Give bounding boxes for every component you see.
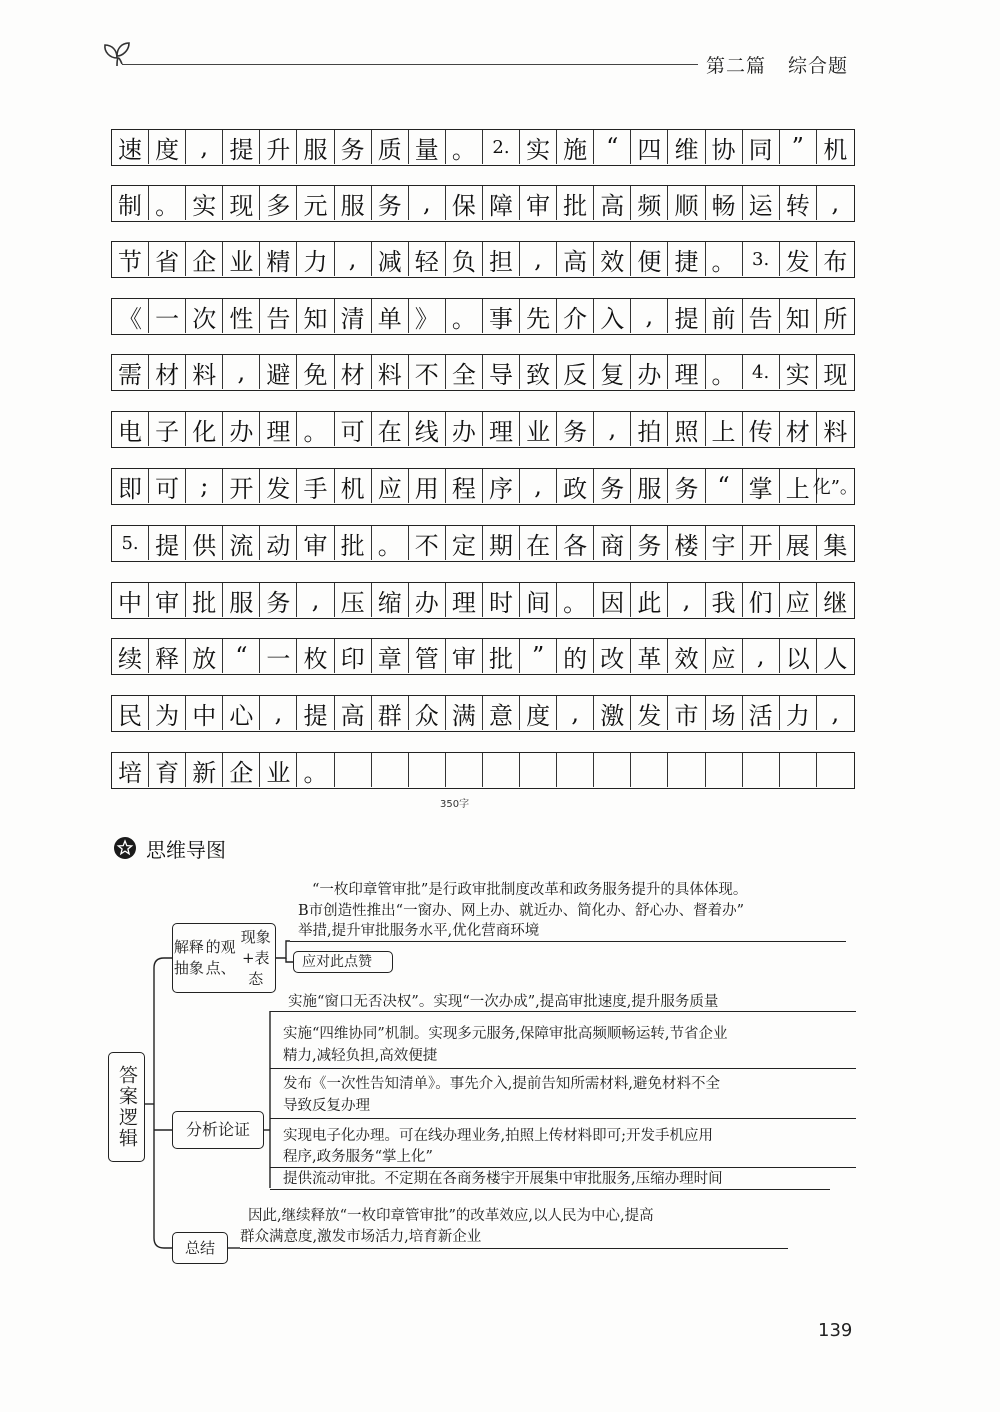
essay-cell: 提	[223, 130, 260, 164]
essay-cell: 减	[372, 242, 409, 276]
essay-cell: 。	[706, 355, 743, 389]
essay-cell: 元	[297, 186, 334, 220]
essay-cell: 企	[186, 242, 223, 276]
analyze-branch-label: 分析论证	[172, 1111, 264, 1149]
essay-cell: ,	[260, 696, 297, 730]
essay-cell: 的	[557, 639, 594, 673]
essay-cell: 化”。	[812, 477, 858, 498]
essay-cell: ,	[297, 583, 334, 617]
analyze-item-underline	[270, 1118, 856, 1119]
word-count: 350字	[440, 799, 470, 810]
summary-text-line: 群众满意度,激发市场活力,培育新企业	[240, 1229, 482, 1245]
essay-cell: 不	[409, 355, 446, 389]
essay-cell: 办	[223, 412, 260, 446]
essay-cell: 上	[780, 469, 817, 503]
essay-cell: 可	[149, 469, 186, 503]
essay-cell: 3.	[743, 242, 780, 276]
essay-cell: “	[223, 639, 260, 673]
essay-cell: 可	[335, 412, 372, 446]
essay-cell: 。	[446, 299, 483, 333]
essay-cell: 务	[372, 186, 409, 220]
essay-cell: 审	[297, 526, 334, 560]
essay-cell: 知	[297, 299, 334, 333]
essay-cell: 务	[557, 412, 594, 446]
essay-cell: 定	[446, 526, 483, 560]
essay-cell: 单	[372, 299, 409, 333]
essay-cell: 企	[223, 753, 260, 787]
essay-cell: 续	[112, 639, 149, 673]
essay-cell: 频	[631, 186, 668, 220]
essay-cell: 实	[520, 130, 557, 164]
essay-cell: 集	[823, 531, 848, 560]
essay-cell: 中	[186, 696, 223, 730]
essay-cell: 缩	[372, 583, 409, 617]
explain-branch-label	[172, 923, 276, 993]
essay-cell: 提	[149, 526, 186, 560]
answer-logic-root: 答案逻辑	[108, 1052, 145, 1162]
essay-cell: 间	[520, 583, 557, 617]
essay-cell: 事	[483, 299, 520, 333]
essay-cell: 改	[594, 639, 631, 673]
essay-cell: 省	[149, 242, 186, 276]
analyze-item-line: 精力,减轻负担,高效便捷	[283, 1048, 438, 1064]
essay-cell: 致	[520, 355, 557, 389]
essay-cell: 不	[409, 526, 446, 560]
essay-cell: 场	[706, 696, 743, 730]
essay-cell: 提	[297, 696, 334, 730]
essay-cell: 以	[780, 639, 817, 673]
essay-cell: 政	[557, 469, 594, 503]
essay-cell: 告	[260, 299, 297, 333]
essay-cell: 流	[223, 526, 260, 560]
explain-text-line: 举措,提升审批服务水平,优化营商环境	[298, 923, 540, 939]
essay-cell: ,	[594, 412, 631, 446]
essay-cell: 维	[668, 130, 705, 164]
explain-text-line: “一枚印章管审批”是行政审批制度改革和政务服务提升的具体体现。	[312, 882, 748, 898]
essay-cell: 传	[743, 412, 780, 446]
essay-cell: 时	[483, 583, 520, 617]
essay-cell: 为	[149, 696, 186, 730]
mindmap-title: 思维导图	[146, 838, 226, 862]
essay-cell: 批	[483, 639, 520, 673]
essay-cell: 障	[483, 186, 520, 220]
essay-cell: 知	[780, 299, 817, 333]
analyze-item-line: 实施“窗口无否决权”。实现“一次办成”,提高审批速度,提升服务质量	[288, 994, 719, 1010]
essay-cell: 材	[335, 355, 372, 389]
summary-underline	[240, 1248, 788, 1249]
essay-cell: 在	[520, 526, 557, 560]
essay-cell: 管	[409, 639, 446, 673]
analyze-item-line: 导致反复办理	[283, 1098, 370, 1114]
essay-cell: 服	[297, 130, 334, 164]
essay-cell: 制	[112, 186, 149, 220]
essay-cell: 办	[446, 412, 483, 446]
essay-cell: 避	[260, 355, 297, 389]
essay-cell: 此	[631, 583, 668, 617]
essay-cell: 批	[557, 186, 594, 220]
essay-cell: 线	[409, 412, 446, 446]
essay-cell: 材	[780, 412, 817, 446]
essay-cell: “	[706, 469, 743, 503]
essay-cell: 释	[149, 639, 186, 673]
essay-cell: 2.	[483, 130, 520, 164]
essay-cell: 告	[743, 299, 780, 333]
essay-cell: 需	[112, 355, 149, 389]
essay-cell: 免	[297, 355, 334, 389]
essay-cell: 保	[446, 186, 483, 220]
essay-cell: 多	[260, 186, 297, 220]
essay-cell: ,	[335, 242, 372, 276]
essay-cell: ,	[831, 699, 840, 727]
essay-cell: 照	[668, 412, 705, 446]
essay-cell: 展	[780, 526, 817, 560]
essay-cell: 印	[335, 639, 372, 673]
header-part: 第二篇	[706, 55, 767, 77]
essay-cell: 高	[557, 242, 594, 276]
summary-branch-label: 总结	[172, 1232, 228, 1264]
essay-cell: 反	[557, 355, 594, 389]
essay-cell: 《	[112, 299, 149, 333]
essay-cell: 次	[186, 299, 223, 333]
essay-cell: 质	[372, 130, 409, 164]
essay-cell: 前	[706, 299, 743, 333]
essay-cell: 》	[409, 299, 446, 333]
essay-cell: 料	[372, 355, 409, 389]
essay-cell: 提	[668, 299, 705, 333]
essay-cell: 期	[483, 526, 520, 560]
essay-cell: 育	[149, 753, 186, 787]
essay-cell: 性	[223, 299, 260, 333]
essay-cell: 同	[743, 130, 780, 164]
essay-cell: 入	[594, 299, 631, 333]
essay-cell: 务	[631, 526, 668, 560]
explain-underline	[290, 941, 846, 942]
essay-cell: 材	[149, 355, 186, 389]
summary-text-line: 因此,继续释放“一枚印章管审批”的改革效应,以人民为中心,提高	[248, 1208, 654, 1224]
essay-cell: 办	[631, 355, 668, 389]
essay-cell: ,	[186, 130, 223, 164]
essay-cell: 理	[446, 583, 483, 617]
essay-cell: 。	[706, 242, 743, 276]
essay-cell: 布	[823, 247, 848, 276]
essay-cell: 先	[520, 299, 557, 333]
essay-cell: 们	[743, 583, 780, 617]
essay-cell: 业	[260, 753, 297, 787]
essay-cell: ,	[831, 189, 840, 217]
essay-cell: 意	[483, 696, 520, 730]
essay-cell: 压	[335, 583, 372, 617]
essay-cell: ,	[520, 242, 557, 276]
essay-cell: 批	[186, 583, 223, 617]
header-section: 综合题	[788, 55, 849, 77]
essay-cell: 因	[594, 583, 631, 617]
essay-cell: ,	[520, 469, 557, 503]
essay-cell: 理	[260, 412, 297, 446]
essay-cell: 量	[409, 130, 446, 164]
essay-cell: 负	[446, 242, 483, 276]
essay-cell: 应	[372, 469, 409, 503]
essay-cell: 继	[823, 588, 848, 617]
essay-cell: 协	[706, 130, 743, 164]
essay-cell: 众	[409, 696, 446, 730]
essay-cell: ,	[557, 696, 594, 730]
essay-cell: 序	[483, 469, 520, 503]
essay-cell: 批	[335, 526, 372, 560]
essay-cell: 审	[520, 186, 557, 220]
essay-cell: 高	[335, 696, 372, 730]
essay-cell: 即	[112, 469, 149, 503]
essay-cell: 理	[668, 355, 705, 389]
essay-cell: 枚	[297, 639, 334, 673]
essay-cell: 现	[223, 186, 260, 220]
essay-cell: “	[594, 130, 631, 164]
essay-cell: 高	[594, 186, 631, 220]
essay-cell: 度	[520, 696, 557, 730]
essay-cell: 审	[446, 639, 483, 673]
essay-cell: 发	[260, 469, 297, 503]
essay-cell: 服	[223, 583, 260, 617]
essay-cell: 我	[706, 583, 743, 617]
essay-cell: 商	[594, 526, 631, 560]
essay-cell: 开	[223, 469, 260, 503]
essay-cell: 所	[823, 304, 848, 333]
essay-cell: 捷	[668, 242, 705, 276]
essay-cell: 。	[149, 186, 186, 220]
essay-cell: 力	[780, 696, 817, 730]
essay-cell: 革	[631, 639, 668, 673]
essay-cell: 便	[631, 242, 668, 276]
essay-cell: 效	[668, 639, 705, 673]
essay-cell: 市	[668, 696, 705, 730]
essay-cell: 群	[372, 696, 409, 730]
essay-cell: 。	[372, 526, 409, 560]
essay-cell: 速	[112, 130, 149, 164]
essay-cell: 5.	[112, 526, 149, 560]
essay-cell: 新	[186, 753, 223, 787]
analyze-item-line: 发布《一次性告知清单》。事先介入,提前告知所需材料,避免材料不全	[283, 1076, 720, 1092]
essay-cell: 办	[409, 583, 446, 617]
essay-cell: 发	[780, 242, 817, 276]
analyze-item-underline	[270, 1068, 856, 1069]
essay-cell: ,	[631, 299, 668, 333]
essay-cell: 升	[260, 130, 297, 164]
essay-cell: 活	[743, 696, 780, 730]
essay-cell: 一	[149, 299, 186, 333]
analyze-item-line: 实施“四维协同”机制。实现多元服务,保障审批高频顺畅运转,节省企业	[283, 1026, 728, 1042]
explain-label-line: 解释抽象	[173, 938, 204, 977]
essay-cell: 服	[335, 186, 372, 220]
essay-cell: 供	[186, 526, 223, 560]
essay-cell: 激	[594, 696, 631, 730]
essay-cell: 业	[223, 242, 260, 276]
essay-cell: 各	[557, 526, 594, 560]
essay-cell: 化	[186, 412, 223, 446]
analyze-item-underline	[270, 1011, 856, 1012]
essay-cell: 实	[780, 355, 817, 389]
essay-cell: ,	[223, 355, 260, 389]
essay-cell: 担	[483, 242, 520, 276]
essay-cell: 机	[823, 135, 848, 164]
essay-cell: 应	[780, 583, 817, 617]
essay-cell: 一	[260, 639, 297, 673]
essay-cell: 。	[297, 753, 334, 787]
essay-cell: 子	[149, 412, 186, 446]
essay-cell: 。	[297, 412, 334, 446]
essay-cell: 务	[594, 469, 631, 503]
essay-cell: 民	[112, 696, 149, 730]
essay-cell: 4.	[743, 355, 780, 389]
essay-cell: 务	[668, 469, 705, 503]
essay-cell: 应	[706, 639, 743, 673]
essay-cell: 导	[483, 355, 520, 389]
explain-label-line: 现象+表态	[240, 927, 271, 988]
page-number: 139	[818, 1320, 853, 1341]
essay-cell: 四	[631, 130, 668, 164]
essay-cell: 运	[743, 186, 780, 220]
essay-cell: 放	[186, 639, 223, 673]
essay-cell: 实	[186, 186, 223, 220]
essay-cell: ,	[743, 639, 780, 673]
essay-cell: 。	[446, 130, 483, 164]
essay-cell: 节	[112, 242, 149, 276]
essay-cell: 楼	[668, 526, 705, 560]
essay-cell: 掌	[743, 469, 780, 503]
essay-cell: 力	[297, 242, 334, 276]
essay-cell: 全	[446, 355, 483, 389]
essay-cell: 料	[823, 417, 848, 446]
essay-cell: 开	[743, 526, 780, 560]
comment-box: 应对此点赞	[293, 951, 393, 973]
explain-text-line: B市创造性推出“一窗办、网上办、就近办、简化办、舒心办、督着办”	[298, 903, 744, 919]
essay-cell: 宇	[706, 526, 743, 560]
essay-cell: 用	[409, 469, 446, 503]
essay-cell: ,	[409, 186, 446, 220]
essay-cell: 业	[520, 412, 557, 446]
essay-cell: 介	[557, 299, 594, 333]
essay-cell: 手	[297, 469, 334, 503]
essay-cell: 效	[594, 242, 631, 276]
essay-cell: 程	[446, 469, 483, 503]
essay-cell: 料	[186, 355, 223, 389]
essay-cell: 人	[823, 644, 848, 673]
explain-label-line: 的观点、	[205, 938, 236, 977]
analyze-item-underline	[270, 1189, 830, 1190]
essay-cell: 理	[483, 412, 520, 446]
essay-cell: 动	[260, 526, 297, 560]
essay-cell: ”	[520, 639, 557, 673]
essay-cell: 拍	[631, 412, 668, 446]
essay-cell: 心	[223, 696, 260, 730]
essay-cell: 顺	[668, 186, 705, 220]
essay-cell: 审	[149, 583, 186, 617]
essay-cell: ;	[186, 469, 223, 503]
essay-cell: 机	[335, 469, 372, 503]
essay-cell: 。	[557, 583, 594, 617]
analyze-item-line: 提供流动审批。不定期在各商务楼宇开展集中审批服务,压缩办理时间	[283, 1171, 723, 1187]
analyze-item-line: 实现电子化办理。可在线办理业务,拍照上传材料即可;开发手机应用	[283, 1128, 713, 1144]
essay-cell: 满	[446, 696, 483, 730]
essay-cell: 上	[706, 412, 743, 446]
essay-cell: 发	[631, 696, 668, 730]
essay-cell: 服	[631, 469, 668, 503]
essay-cell: 章	[372, 639, 409, 673]
essay-cell: 轻	[409, 242, 446, 276]
essay-cell: 复	[594, 355, 631, 389]
essay-cell: 度	[149, 130, 186, 164]
essay-cell: 精	[260, 242, 297, 276]
essay-cell: ,	[668, 583, 705, 617]
essay-cell: ”	[780, 130, 817, 164]
essay-cell: 现	[823, 360, 848, 389]
essay-cell: 电	[112, 412, 149, 446]
essay-cell: 务	[335, 130, 372, 164]
essay-cell: 转	[780, 186, 817, 220]
essay-cell: 在	[372, 412, 409, 446]
essay-cell: 务	[260, 583, 297, 617]
analyze-item-line: 程序,政务服务“掌上化”	[283, 1149, 433, 1165]
essay-cell: 清	[335, 299, 372, 333]
essay-cell: 培	[112, 753, 149, 787]
essay-cell: 中	[112, 583, 149, 617]
essay-cell: 畅	[706, 186, 743, 220]
essay-cell: 施	[557, 130, 594, 164]
